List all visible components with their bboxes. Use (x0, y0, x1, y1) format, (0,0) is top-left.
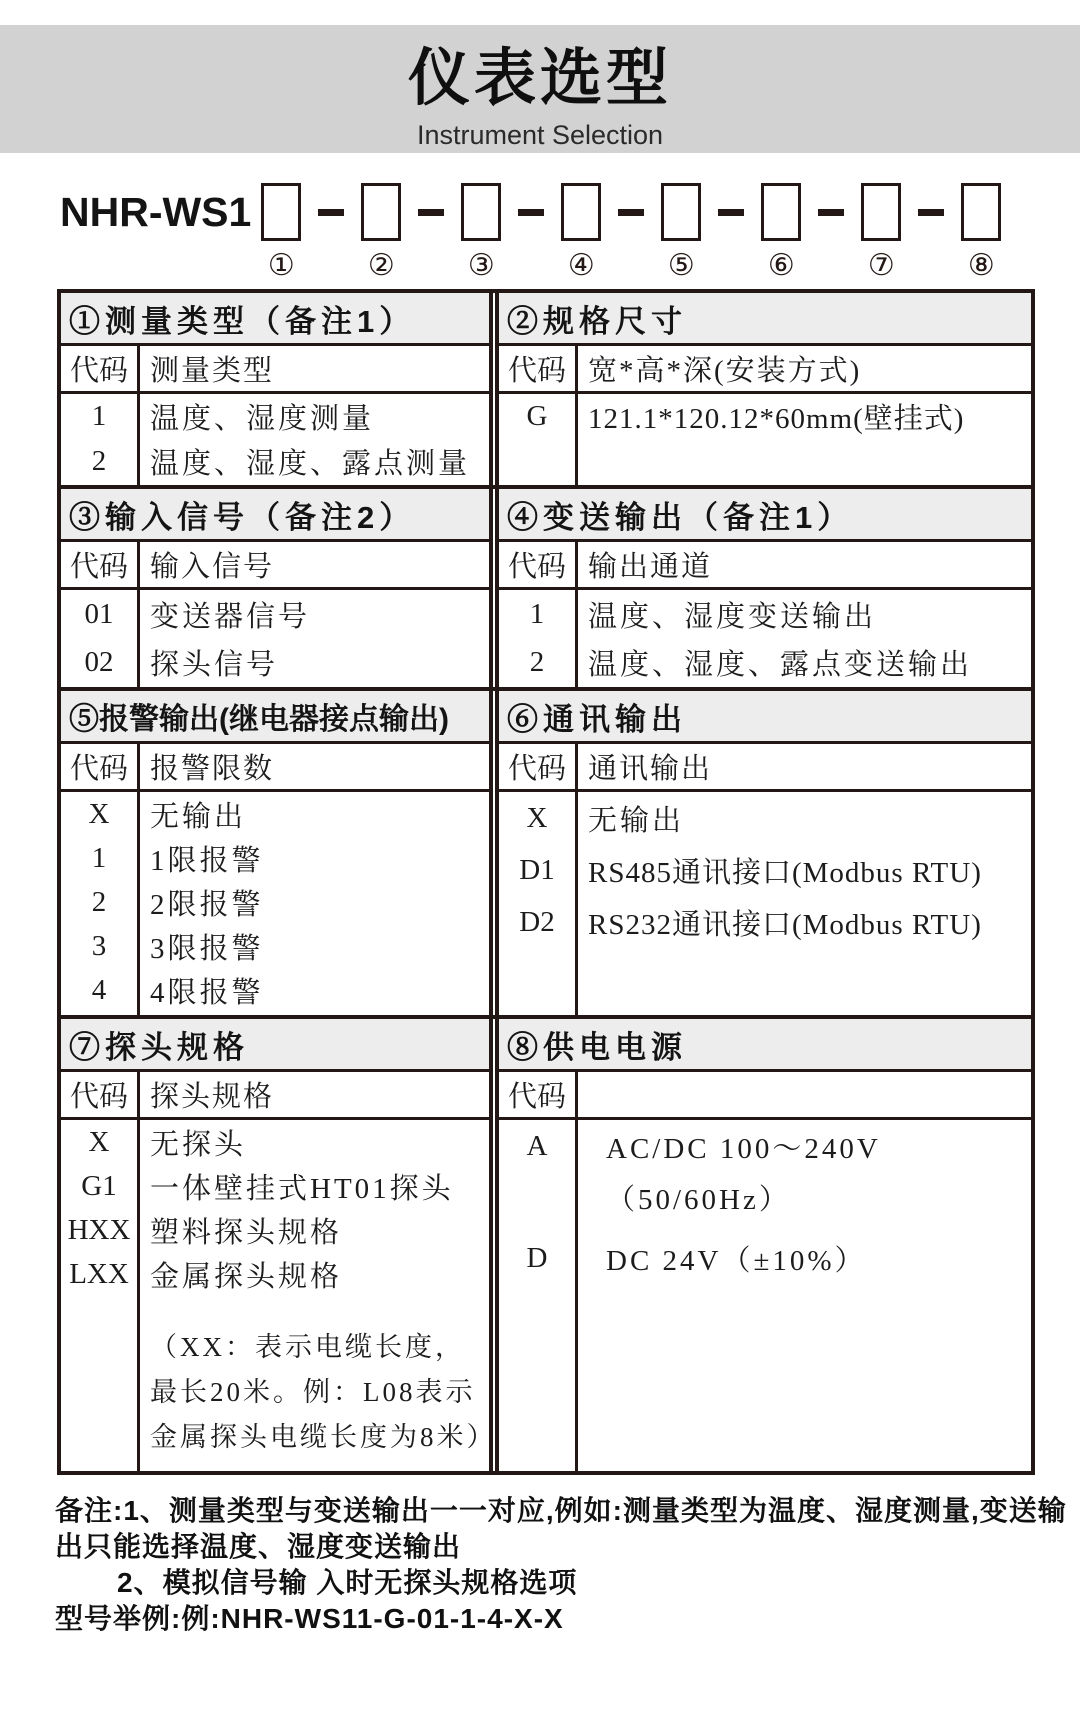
code-value: 1 (91, 400, 107, 432)
position-number-5: ⑤ (667, 249, 695, 282)
probe-note-line: （XX：表示电缆长度， (150, 1332, 465, 1362)
column-header-row (499, 346, 1031, 394)
column-header-row (499, 542, 1031, 590)
code-value: 2 (91, 445, 107, 477)
desc-value: 探头信号 (150, 648, 279, 681)
section-measure-type (61, 293, 493, 485)
section-probe-spec (61, 1019, 497, 1471)
dash-separator (418, 209, 444, 216)
footnote-line-3: 2、模拟信号输 入时无探头规格选项 (117, 1567, 578, 1598)
code-value: 01 (84, 597, 114, 630)
model-digit-box-4 (561, 183, 601, 241)
desc-column-header: 测量类型 (150, 355, 275, 387)
code-value: HXX (67, 1213, 131, 1246)
model-code-diagram (60, 183, 1080, 283)
code-column-header: 代码 (499, 744, 578, 789)
band-measure-size (61, 293, 1031, 485)
model-digit-box-3 (461, 183, 501, 241)
desc-value: 1限报警 (150, 844, 264, 877)
desc-column-header: 输入信号 (150, 551, 275, 583)
page-subtitle: Instrument Selection (416, 119, 664, 150)
position-number-7: ⑦ (867, 249, 895, 282)
column-header-row (61, 542, 489, 590)
probe-note-line: 金属探头电缆长度为8米） (150, 1422, 497, 1452)
section-header-comm-output: ⑥通讯输出 (499, 691, 1031, 744)
band-input-transmit (61, 485, 1031, 687)
position-number-2: ② (367, 249, 395, 282)
section-power-supply (495, 1019, 1031, 1471)
model-item-7 (861, 183, 901, 283)
dash-separator (518, 209, 544, 216)
dash-separator (618, 209, 644, 216)
desc-value: 无探头 (150, 1128, 247, 1161)
position-number-4: ④ (567, 249, 595, 282)
column-header-row (61, 744, 489, 792)
section-data (499, 792, 1031, 1015)
code-value: G1 (81, 1169, 117, 1202)
desc-column-header: 输出通道 (588, 551, 713, 583)
desc-value: DC 24V（±10%） (606, 1244, 867, 1277)
model-digit-box-5 (661, 183, 701, 241)
position-number-8: ⑧ (967, 249, 995, 282)
code-column-header: 代码 (499, 542, 578, 587)
code-value: D1 (519, 853, 555, 886)
desc-value: 2限报警 (150, 888, 264, 921)
code-value: 2 (529, 645, 545, 678)
section-data (61, 394, 489, 485)
code-column-header: 代码 (61, 744, 140, 789)
code-column-header: 代码 (61, 542, 140, 587)
model-digit-box-8 (961, 183, 1001, 241)
model-digit-box-6 (761, 183, 801, 241)
model-digit-box-2 (361, 183, 401, 241)
desc-value: 温度、湿度、露点变送输出 (588, 648, 973, 681)
code-value: 4 (91, 973, 107, 1006)
code-value (499, 1172, 575, 1222)
model-item-2 (361, 183, 401, 283)
desc-value: 温度、湿度变送输出 (588, 600, 877, 633)
footnotes (55, 1493, 1080, 1637)
desc-column-header: 通讯输出 (588, 753, 713, 785)
desc-value: 无输出 (588, 804, 685, 837)
desc-value: AC/DC 100～240V (606, 1132, 881, 1165)
desc-column-header: 报警限数 (150, 753, 275, 785)
code-column-header: 代码 (61, 1072, 140, 1117)
dash-separator (818, 209, 844, 216)
desc-column-header: 探头规格 (150, 1081, 275, 1113)
section-header-transmit-output: ④变送输出（备注1） (499, 489, 1031, 542)
code-column-header: 代码 (499, 346, 578, 391)
section-header-power-supply: ⑧供电电源 (499, 1019, 1031, 1072)
code-value: 1 (529, 597, 545, 630)
code-value: D (526, 1241, 548, 1274)
section-data (499, 1120, 1031, 1471)
position-number-6: ⑥ (767, 249, 795, 282)
band-probe-power (61, 1015, 1031, 1471)
desc-value: 塑料探头规格 (150, 1216, 343, 1249)
model-item-1 (261, 183, 301, 283)
desc-value: RS485通讯接口(Modbus RTU) (588, 856, 982, 889)
code-value: 3 (91, 929, 107, 962)
model-item-5 (661, 183, 701, 283)
column-header-row (499, 744, 1031, 792)
model-digit-box-1 (261, 183, 301, 241)
selection-table (57, 289, 1035, 1475)
code-value: LXX (69, 1257, 129, 1290)
code-value: G (526, 400, 548, 432)
column-header-row (61, 1072, 489, 1120)
desc-value: 变送器信号 (150, 600, 311, 633)
band-alarm-comm (61, 687, 1031, 1015)
page-title: 仪表选型 (407, 43, 672, 113)
footnote-line-2: 出只能选择温度、湿度变送输出 (55, 1531, 462, 1562)
column-header-row (61, 346, 489, 394)
desc-value: 3限报警 (150, 932, 264, 965)
code-column-header: 代码 (61, 346, 140, 391)
desc-value: 金属探头规格 (150, 1260, 343, 1293)
position-number-1: ① (267, 249, 295, 282)
code-value: 2 (91, 885, 107, 918)
section-alarm-output (61, 691, 493, 1015)
desc-column-header: 宽*高*深(安装方式) (588, 355, 862, 387)
model-item-3 (461, 183, 501, 283)
desc-value: 4限报警 (150, 976, 264, 1009)
column-header-row (499, 1072, 1031, 1120)
model-digit-box-7 (861, 183, 901, 241)
section-data (61, 590, 489, 687)
code-value: X (88, 797, 110, 830)
desc-value: 无输出 (150, 800, 247, 833)
position-number-3: ③ (467, 249, 495, 282)
dash-separator (718, 209, 744, 216)
section-comm-output (495, 691, 1031, 1015)
page-banner (0, 25, 1080, 153)
model-item-6 (761, 183, 801, 283)
code-value: 1 (91, 841, 107, 874)
section-header-spec-size: ②规格尺寸 (499, 293, 1031, 346)
footnote-line-1: 备注:1、测量类型与变送输出一一对应,例如:测量类型为温度、湿度测量,变送输 (55, 1495, 1067, 1526)
code-value: X (88, 1125, 110, 1158)
section-data (61, 792, 489, 1015)
section-spec-size (495, 293, 1031, 485)
section-data (499, 394, 1031, 485)
desc-column-header (578, 1072, 1031, 1117)
dash-separator (318, 209, 344, 216)
code-value: X (526, 801, 548, 834)
code-column-header: 代码 (499, 1072, 578, 1117)
model-item-8 (961, 183, 1001, 283)
desc-value: 一体壁挂式HT01探头 (150, 1172, 454, 1205)
section-transmit-output (495, 489, 1031, 687)
code-value: 02 (84, 645, 114, 678)
section-input-signal (61, 489, 493, 687)
section-data (499, 590, 1031, 687)
desc-value: 121.1*120.12*60mm(壁挂式) (588, 403, 965, 435)
model-example-line: 型号举例:例:NHR-WS11-G-01-1-4-X-X (55, 1603, 564, 1634)
model-item-4 (561, 183, 601, 283)
dash-separator (918, 209, 944, 216)
section-header-input-signal: ③输入信号（备注2） (61, 489, 489, 542)
desc-value: 温度、湿度、露点测量 (150, 448, 471, 480)
section-header-measure-type: ①测量类型（备注1） (61, 293, 489, 346)
code-value: D2 (519, 905, 555, 938)
desc-value: 温度、湿度测量 (150, 403, 375, 435)
desc-value: （50/60Hz） (606, 1183, 791, 1216)
section-data (61, 1120, 497, 1471)
section-header-probe-spec: ⑦探头规格 (61, 1019, 489, 1072)
model-prefix: NHR-WS1 (60, 189, 252, 235)
section-header-alarm-output: ⑤报警输出(继电器接点输出) (61, 691, 489, 744)
desc-value: RS232通讯接口(Modbus RTU) (588, 908, 982, 941)
code-value: A (526, 1129, 548, 1162)
probe-note-line: 最长20米。例：L08表示 (150, 1377, 476, 1407)
